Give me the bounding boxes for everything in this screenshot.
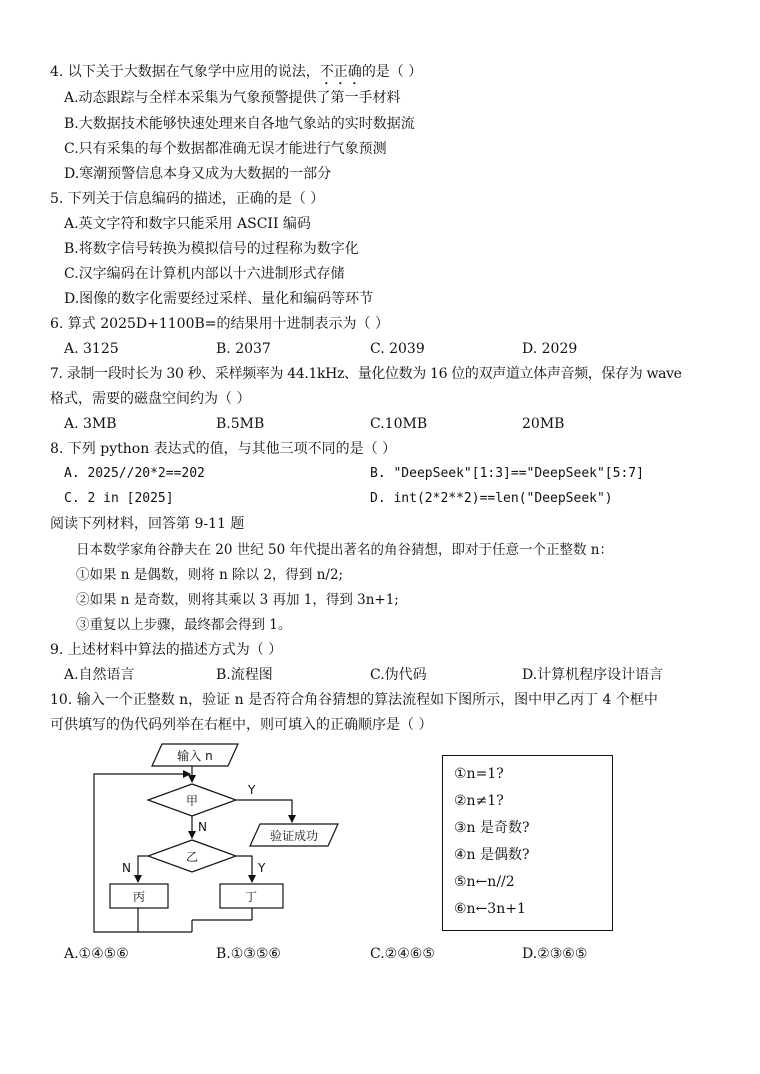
pseudocode-item-6: ⑥n←3n+1 [454,901,526,917]
q5-stem: 5. 下列关于信息编码的描述，正确的是（ ） [50,191,325,207]
pseudocode-options-box [442,755,613,931]
q10-option-c: C.②④⑥⑤ [370,946,435,962]
reading-line-2: ①如果 n 是偶数，则将 n 除以 2，得到 n/2; [76,567,344,583]
q8-option-c: C. 2 in [2025] [64,491,174,506]
q8-option-b: B. "DeepSeek"[1:3]=="DeepSeek"[5:7] [370,466,644,481]
q10-option-b: B.①③⑤⑥ [216,946,281,962]
pseudocode-item-2: ②n≠1? [454,793,504,809]
q6-stem: 6. 算式 2025D+1100B=的结果用十进制表示为（ ） [50,316,389,332]
q8-option-a: A. 2025//20*2==202 [64,466,205,481]
flow-arrow-yi-no [138,856,148,882]
q6-option-a: A. 3125 [64,341,119,357]
q6-option-b: B. 2037 [216,341,271,357]
q6-option-c: C. 2039 [370,341,425,357]
flow-y2-label: Y [258,861,266,875]
flow-arrow-yi-yes [236,856,252,882]
q5-option-b: B.将数字信号转换为模拟信号的过程称为数字化 [64,241,359,257]
q4-option-a: A.动态跟踪与全样本采集为气象预警提供了第一手材料 [64,90,401,106]
q5-option-a: A.英文字符和数字只能采用 ASCII 编码 [64,216,311,232]
q4-option-d: D.寒潮预警信息本身又成为大数据的一部分 [64,166,332,182]
q5-option-d: D.图像的数字化需要经过采样、量化和编码等环节 [64,291,374,307]
flow-n1-label: N [198,820,207,834]
q9-option-a: A.自然语言 [64,667,135,683]
reading-line-1: 日本数学家角谷静夫在 20 世纪 50 年代提出著名的角谷猜想，即对于任意一个正整数 n： [76,542,614,558]
flow-jia-label: 甲 [185,794,199,808]
q10-option-d: D.②③⑥⑤ [522,946,588,962]
reading-intro: 阅读下列材料，回答第 9-11 题 [50,516,245,532]
q5-option-c: C.汉字编码在计算机内部以十六进制形式存储 [64,266,345,282]
q4-option-b: B.大数据技术能够快速处理来自各地气象站的实时数据流 [64,116,415,132]
flow-success-label: 验证成功 [269,829,319,843]
q4-emphasis: 不正确 [319,64,362,80]
reading-line-3: ②如果 n 是奇数，则将其乘以 3 再加 1，得到 3n+1; [76,592,399,608]
q4-option-c: C.只有采集的每个数据都准确无误才能进行气象预测 [64,141,387,157]
flowchart [80,738,350,938]
pseudocode-item-4: ④n 是偶数? [454,847,530,863]
q7-option-c: C.10MB [370,416,428,432]
flow-bing-label: 丙 [132,890,146,904]
flow-arrow-jia-yes [236,800,292,822]
q7-option-b: B.5MB [216,416,265,432]
q8-stem: 8. 下列 python 表达式的值，与其他三项不同的是（ ） [50,441,397,457]
q7-option-d: 20MB [522,416,565,432]
flow-ding-label: 丁 [244,890,258,904]
q10-stem-line2: 可供填写的伪代码列举在右框中，则可填入的正确顺序是（ ） [50,717,433,733]
pseudocode-item-5: ⑤n←n//2 [454,874,515,890]
q8-option-d: D. int(2*2**2)==len("DeepSeek") [370,491,613,506]
q9-option-d: D.计算机程序设计语言 [522,667,664,683]
q7-stem-line1: 7. 录制一段时长为 30 秒、采样频率为 44.1kHz、量化位数为 16 位的双声道立体声音频，保存为 wave [50,366,682,382]
flow-yi-label: 乙 [185,850,199,864]
q9-option-c: C.伪代码 [370,667,427,683]
q7-stem-line2: 格式，需要的磁盘空间约为（ ） [50,391,251,407]
q9-option-b: B.流程图 [216,667,273,683]
reading-line-4: ③重复以上步骤，最终都会得到 1。 [76,617,292,633]
q7-option-a: A. 3MB [64,416,117,432]
flow-input-label: 输入 n [177,749,213,763]
pseudocode-item-3: ③n 是奇数? [454,820,530,836]
q10-option-a: A.①④⑤⑥ [64,946,129,962]
pseudocode-item-1: ①n=1? [454,766,504,782]
q6-option-d: D. 2029 [522,341,578,357]
q4-stem: 4. 以下关于大数据在气象学中应用的说法，不正确的是（ ） [50,64,423,80]
q9-stem: 9. 上述材料中算法的描述方式为（ ） [50,642,283,658]
q10-stem-line1: 10. 输入一个正整数 n，验证 n 是否符合角谷猜想的算法流程如下图所示，图中甲乙丙丁 4 个框中 [50,692,658,708]
flow-y1-label: Y [248,783,256,797]
flow-n2-label: N [122,861,131,875]
